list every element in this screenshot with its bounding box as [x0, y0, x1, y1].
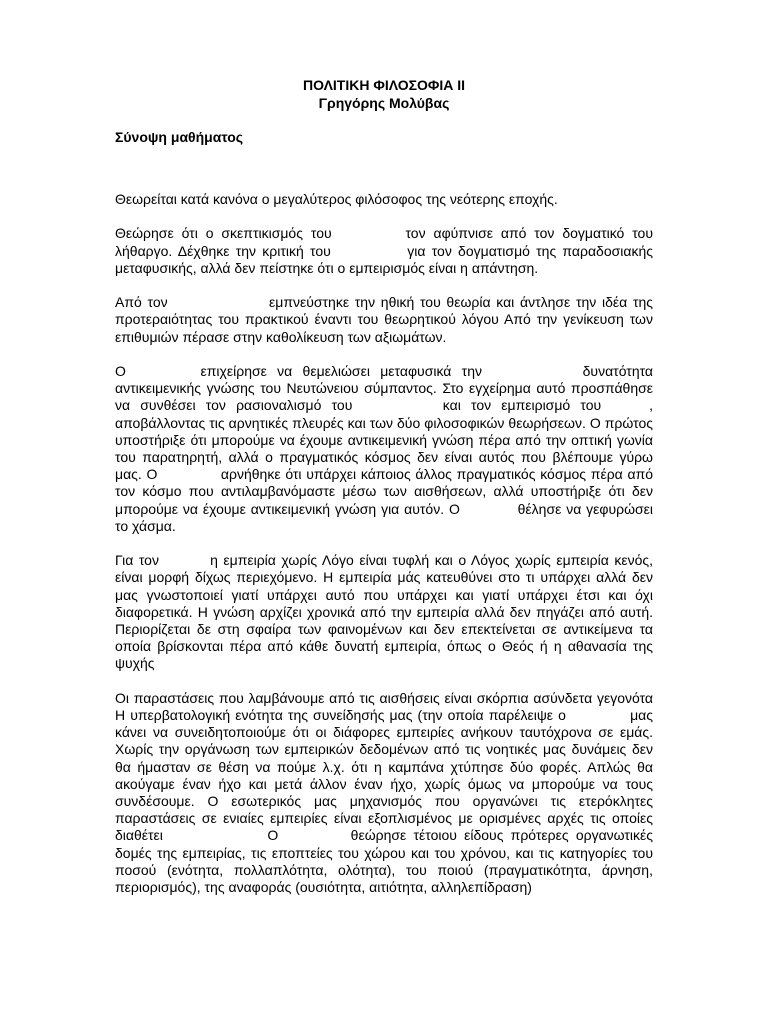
paragraph-6 [115, 690, 653, 896]
paragraph-4-part-c: δυνατότητα αντικειμενικής γνώσης του Νευτώνειου σύμπαντος. Στο εγχείρημα αυτό προσπάθησε να συνθέσει τον ρασιοναλισμό του [115, 362, 654, 414]
paragraph-4-part-d: και τον εμπειρισμό του [442, 397, 602, 414]
paragraph-6-part-b: μας κάνει να συνειδητοποιούμε ότι οι διάφορες εμπειρίες ανήκουν ταυτόχρονα σε εμάς. Χωρίς την οργάνωση των εμπειρικών δεδομένων από τις νοητικές μας δυνάμεις δεν θα ήμασταν σε θέση να πούμε λ.χ. ότι η καμπάνα χτύπησε δύο φορές. Απλώς θα ακούγαμε έναν ήχο και μετά άλλον έναν ήχο, χωρίς όμως να μπορούμε να τους συνδέσουμε. Ο εσωτερικός μας μηχανισμός που οργανώνει τις ετερόκλητες παραστάσεις σε ενιαίες εμπειρίες είναι εξοπλισμένος με ορισμένες αρχές τις οποίες διαθέτει [115, 707, 654, 844]
paragraph-4-part-b: επιχείρησε να θεμελιώσει μεταφυσικά την [200, 362, 482, 379]
paragraph-6-part-a: Οι παραστάσεις που λαμβάνουμε από τις αισθήσεις είναι σκόρπια ασύνδετα γεγονότα Η υπερβατολογική ενότητα της συνείδησής μας (την οποία παρέλειψε ο [115, 689, 653, 724]
paragraph-3-part-b: εμπνεύστηκε την ηθική του θεωρία και άντλησε την ιδέα της προτεραιότητας του πρακτικού έναντι του θεωρητικού λόγου Από την γενίκευση των επιθυμιών πέρασε στην καθολίκευση των αξιωμάτων. [115, 294, 654, 345]
paragraph-4-part-g: θέλησε να γεφυρώσει το χάσμα. [115, 500, 654, 534]
document-subtitle: Σύνοψη μαθήματος [115, 129, 244, 145]
paragraph-2-part-c: για τον δογματισμό της παραδοσιακής μεταφυσικής, αλλά δεν πείστηκε ότι ο εμπειρισμός είναι η απάντηση. [115, 242, 654, 276]
paragraph-3-part-a: Από τον [115, 294, 168, 311]
paragraph-6-part-c: Ο [267, 827, 279, 844]
paragraph-1: Θεωρείται κατά κανόνα ο μεγαλύτερος φιλόσοφος της νεότερης εποχής. [115, 191, 558, 207]
document-title: ΠΟΛΙΤΙΚΗ ΦΙΛΟΣΟΦΙΑ ΙΙ [302, 77, 466, 93]
paragraph-2-part-a: Θεώρησε ότι ο σκεπτικισμός του [115, 225, 332, 242]
paragraph-4-part-f: αρνήθηκε ότι υπάρχει κάποιος άλλος πραγματικός κόσμος πέρα από τον κόσμο που αντιλαμβανόμαστε μέσω των αισθήσεων, αλλά υποστήριξε ότι δεν μπορούμε να έχουμε αντικειμενική γνώση για αυτόν. Ο [115, 466, 654, 517]
body-text [115, 191, 653, 913]
paragraph-6-part-d: θεώρησε τέτοιου είδους πρότερες οργανωτικές δομές της εμπειρίας, τις εποπτείες του χώρου και του χρόνου, και τις κατηγορίες του ποσού (ενότητα, πολλαπλότητα, ολότητα), του ποιού (πραγματικότητα, άρνηση, περιορισμός), της αναφοράς (ουσιότητα, αιτιότητα, αλληλεπίδραση) [115, 827, 654, 896]
paragraph-4-part-a: Ο [115, 362, 126, 379]
paragraph-4-part-e: , αποβάλλοντας τις αρνητικές πλευρές και των δύο φιλοσοφικών θεωρήσεων. Ο πρώτος υποστήριξε ότι μπορούμε να έχουμε αντικειμενική γνώση πέρα από την οπτική γωνία του παρατηρητή, αλλά ο πραγματικός κόσμος δεν είναι αυτός που βλέπουμε γύρω μας. Ο [115, 397, 654, 483]
paragraph-4 [115, 363, 653, 535]
paragraph-2-part-b: τον αφύπνισε από τον δογματικό του λήθαργο. Δέχθηκε την κριτική του [115, 225, 653, 259]
paragraph-3 [115, 294, 653, 346]
paragraph-2 [115, 225, 653, 277]
paragraph-5-part-b: η εμπειρία χωρίς Λόγο είναι τυφλή και ο Λόγος χωρίς εμπειρία κενός, είναι μορφή δίχως περιεχόμενο. Η εμπειρία μάς κατευθύνει στο τι υπάρχει αλλά δεν μας γνωστοποιεί γιατί υπάρχει αυτό που υπάρχει και γιατί υπάρχει έτσι και όχι διαφορετικά. Η γνώση αρχίζει χρονικά από την εμπειρία αλλά δεν πηγάζει από αυτή. Περιορίζεται δε στη σφαίρα των φαινομένων και δεν επεκτείνεται σε αντικείμενα τα οποία βρίσκονται πέρα από κάθε δυνατή εμπειρία, όπως ο Θεός ή η αθανασία της ψυχής [115, 552, 654, 672]
document-author: Γρηγόρης Μολύβας [318, 95, 450, 111]
title-block [115, 76, 653, 112]
paragraph-5-part-a: Για τον [115, 552, 159, 569]
paragraph-5 [115, 552, 653, 672]
